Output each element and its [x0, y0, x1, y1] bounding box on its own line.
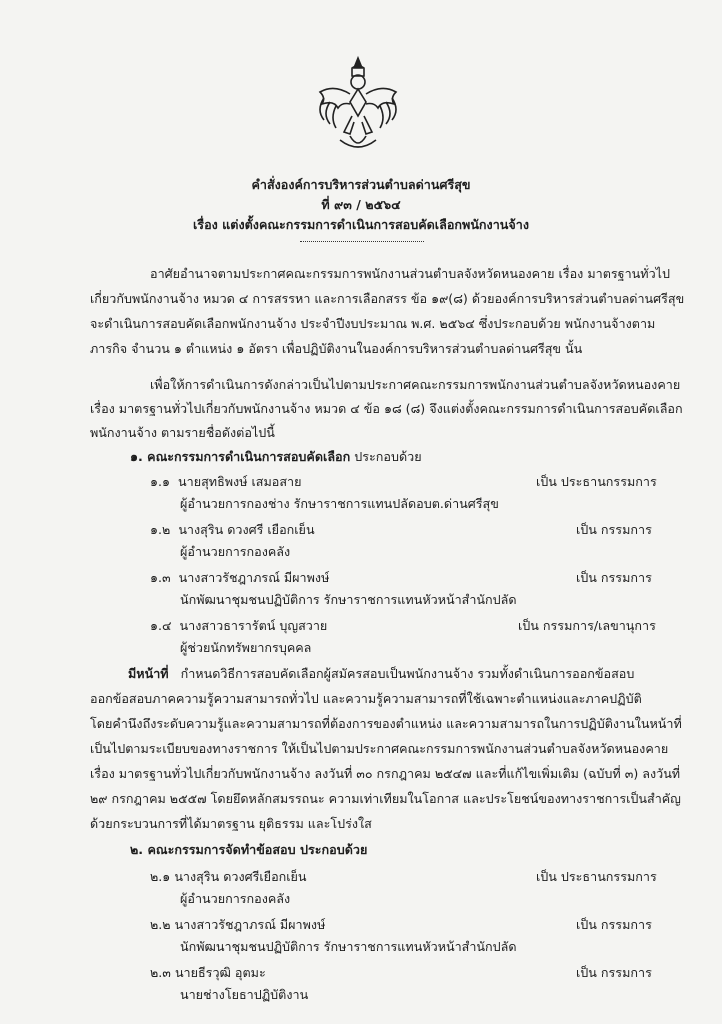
member-title: นายช่างโยธาปฏิบัติงาน: [180, 987, 309, 1002]
member-name: นางสาวรัชฎาภรณ์ มีผาพงษ์: [174, 917, 326, 932]
para1-line: อาศัยอำนาจตามประกาศคณะกรรมการพนักงานส่วนตำบลจังหวัดหนองคาย เรื่อง มาตรฐานทั่วไป: [150, 266, 670, 281]
member-line: [150, 617, 327, 635]
para1-line: จะดำเนินการสอบคัดเลือกพนักงานจ้าง ประจำปีงบประมาณ พ.ศ. ๒๕๖๔ ซึ่งประกอบด้วย พนักงานจ้างตาม: [90, 316, 656, 331]
member-name: นายสุทธิพงษ์ เสมอสาย: [178, 474, 302, 489]
committee1-heading-text: ๑. คณะกรรมการดำเนินการสอบคัดเลือก: [130, 449, 351, 464]
member-no: ๒.๓: [150, 965, 171, 980]
member-role: เป็น กรรมการ/เลขานุการ: [518, 618, 656, 633]
para2-line: พนักงานจ้าง ตามรายชื่อดังต่อไปนี้: [90, 425, 275, 440]
duties-line: ออกข้อสอบภาคความรู้ความสามารถทั่วไป และความรู้ความสามารถที่ใช้เฉพาะตำแหน่งและภาคปฏิบัติ: [90, 691, 642, 706]
member-title: ผู้อำนวยการกองช่าง รักษาราชการแทนปลัดอบต.ด่านศรีสุข: [180, 496, 499, 511]
member-no: ๑.๒: [150, 522, 171, 537]
member-name: นางสุริน ดวงศรีเยือกเย็น: [174, 869, 307, 884]
duties-label: มีหน้าที่: [128, 666, 169, 681]
member-name: นางสุริน ดวงศรี เยือกเย็น: [178, 522, 315, 537]
member-title: ผู้อำนวยการกองคลัง: [180, 544, 291, 559]
duties-text: กำหนดวิธีการสอบคัดเลือกผู้สมัครสอบเป็นพนักงานจ้าง รวมทั้งดำเนินการออกข้อสอบ: [180, 666, 635, 681]
member-no: ๒.๑: [150, 869, 171, 884]
order-number: ที่ ๙๓ / ๒๕๖๔: [321, 197, 401, 212]
member-name: นายธีรวุฒิ อุตมะ: [174, 965, 266, 980]
member-name: นางสาวธารารัตน์ บุญสวาย: [179, 618, 328, 633]
committee1-heading: [130, 448, 422, 466]
member-title: นักพัฒนาชุมชนปฏิบัติการ รักษาราชการแทนหัวหน้าสำนักปลัด: [180, 592, 517, 607]
member-role: เป็น ประธานกรรมการ: [536, 869, 657, 884]
member-role: เป็น กรรมการ: [576, 570, 652, 585]
duties-line: เรื่อง มาตรฐานทั่วไปเกี่ยวกับพนักงานจ้าง ลงวันที่ ๓๐ กรกฎาคม ๒๕๔๗ และที่แก้ไขเพิ่มเติม (ฉบับที่ ๓) ลงวันที่: [90, 766, 681, 781]
member-role: เป็น กรรมการ: [576, 965, 652, 980]
garuda-emblem: [312, 54, 404, 154]
order-title: คำสั่งองค์การบริหารส่วนตำบลด่านศรีสุข: [251, 177, 471, 192]
member-role: เป็น ประธานกรรมการ: [536, 474, 657, 489]
duties-line: โดยคำนึงถึงระดับความรู้และความสามารถที่ต้องการของตำแหน่ง และความสามารถในการปฏิบัติงานในหน้าที่: [90, 716, 682, 731]
member-line: [150, 473, 302, 491]
duties-line: เป็นไปตามระเบียบของทางราชการ ให้เป็นไปตามประกาศคณะกรรมการพนักงานส่วนตำบลจังหวัดหนองคาย: [90, 741, 669, 756]
para1-line: เกี่ยวกับพนักงานจ้าง หมวด ๔ การสรรหา และการเลือกสรร ข้อ ๑๙(๘) ด้วยองค์การบริหารส่วนตำบลด่านศรีสุข: [90, 291, 685, 306]
member-line: [150, 521, 315, 539]
order-subject: เรื่อง แต่งตั้งคณะกรรมการดำเนินการสอบคัดเลือกพนักงานจ้าง: [193, 217, 529, 232]
member-name: นางสาวรัชฎาภรณ์ มีผาพงษ์: [178, 570, 330, 585]
committee2-heading: ๒. คณะกรรมการจัดทำข้อสอบ ประกอบด้วย: [130, 842, 368, 857]
member-line: [150, 868, 307, 886]
member-line: [150, 916, 325, 934]
duties-line: ๒๙ กรกฎาคม ๒๕๕๗ โดยยึดหลักสมรรถนะ ความเท่าเทียมในโอกาส และประโยชน์ของทางราชการเป็นสำคัญ: [90, 791, 681, 806]
member-role: เป็น กรรมการ: [576, 917, 652, 932]
para1-line: ภารกิจ จำนวน ๑ ตำแหน่ง ๑ อัตรา เพื่อปฏิบัติงานในองค์การบริหารส่วนตำบลด่านศรีสุข นั้น: [90, 341, 583, 356]
para2-line: เรื่อง มาตรฐานทั่วไปเกี่ยวกับพนักงานจ้าง หมวด ๔ ข้อ ๑๘ (๘) จึงแต่งตั้งคณะกรรมการดำเนินการสอบคัดเลือก: [90, 401, 683, 416]
member-no: ๑.๓: [150, 570, 171, 585]
member-no: ๑.๑: [150, 474, 170, 489]
member-no: ๒.๒: [150, 917, 171, 932]
member-line: [150, 569, 329, 587]
duties-line: ด้วยกระบวนการที่ได้มาตรฐาน ยุติธรรม และโปร่งใส: [90, 816, 372, 831]
member-line: [150, 964, 266, 982]
dotted-divider: [300, 241, 424, 242]
member-role: เป็น กรรมการ: [576, 522, 652, 537]
member-title: ผู้อำนวยการกองคลัง: [180, 891, 291, 906]
committee1-heading-suffix: ประกอบด้วย: [354, 449, 422, 464]
member-no: ๑.๔: [150, 618, 172, 633]
para2-line: เพื่อให้การดำเนินการดังกล่าวเป็นไปตามประกาศคณะกรรมการพนักงานส่วนตำบลจังหวัดหนองคาย: [150, 377, 681, 392]
member-title: ผู้ช่วยนักทรัพยากรบุคคล: [180, 640, 312, 655]
duties-line: [128, 665, 634, 683]
member-title: นักพัฒนาชุมชนปฏิบัติการ รักษาราชการแทนหัวหน้าสำนักปลัด: [180, 939, 517, 954]
